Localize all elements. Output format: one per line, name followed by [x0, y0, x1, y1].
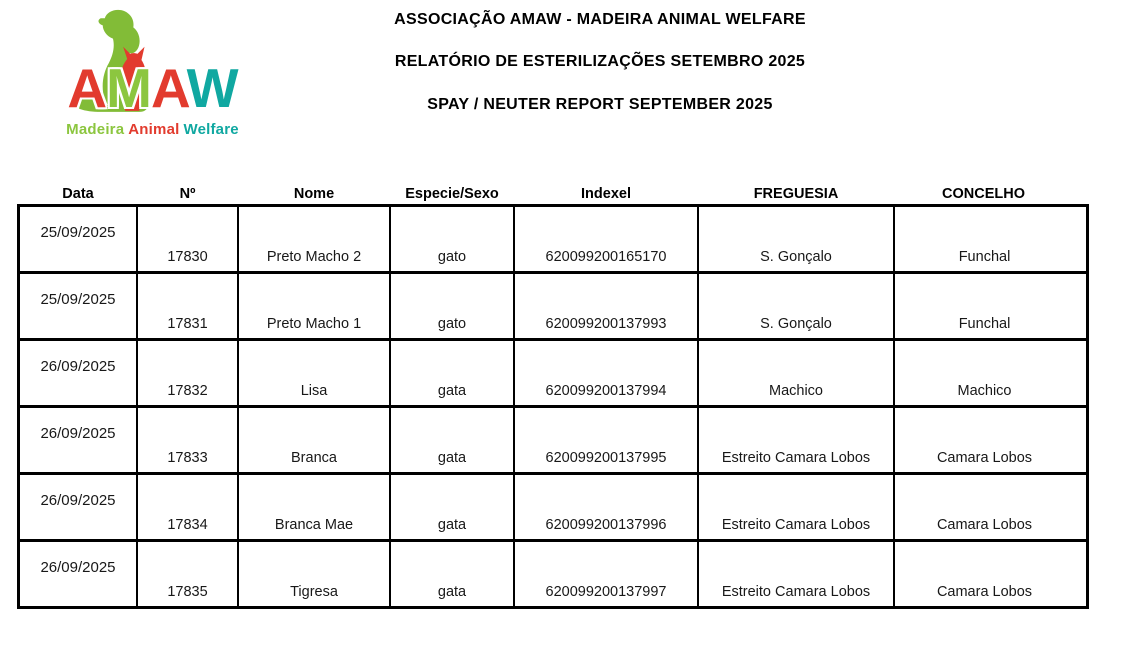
- table-row: [20, 341, 1086, 408]
- table-cell: Machico: [699, 341, 895, 405]
- table-cell: 26/09/2025: [20, 341, 138, 405]
- table-cell: gata: [391, 341, 515, 405]
- table-cell: Machico: [957, 383, 1012, 399]
- table-row: [20, 408, 1086, 475]
- table-cell: Preto Macho 2: [239, 207, 391, 271]
- logo-letter-1: M: [106, 57, 151, 119]
- report-title-pt: RELATÓRIO DE ESTERILIZAÇÕES SETEMBRO 2025: [394, 53, 806, 70]
- tagline-word-0: Madeira: [66, 121, 125, 138]
- table-cell: Funchal: [958, 316, 1011, 332]
- column-header-0: Data: [62, 186, 94, 202]
- table-cell: Camara Lobos: [936, 517, 1033, 533]
- table-cell: 26/09/2025: [20, 475, 138, 539]
- table-cell: Tigresa: [239, 542, 391, 606]
- report-title-en: SPAY / NEUTER REPORT SEPTEMBER 2025: [427, 96, 773, 113]
- table-cell: Estreito Camara Lobos: [699, 475, 895, 539]
- tagline-word-2: Welfare: [183, 121, 239, 138]
- table-cell: 26/09/2025: [20, 542, 138, 606]
- table-cell: Branca Mae: [239, 475, 391, 539]
- table-cell: 25/09/2025: [20, 207, 138, 271]
- logo-letter-0: A: [67, 57, 107, 119]
- table-cell: gato: [391, 274, 515, 338]
- table-cell: 620099200137996: [515, 475, 699, 539]
- column-header-5: FREGUESIA: [753, 186, 839, 202]
- table-cell: 25/09/2025: [20, 274, 138, 338]
- logo-tagline: [40, 121, 265, 138]
- table-cell: gata: [391, 475, 515, 539]
- column-header-1: Nº: [179, 186, 196, 202]
- table-row: [20, 542, 1086, 606]
- org-title: ASSOCIAÇÃO AMAW - MADEIRA ANIMAL WELFARE: [394, 11, 806, 28]
- table-cell: 17833: [138, 408, 239, 472]
- table-cell: 17832: [138, 341, 239, 405]
- sterilization-table: [17, 204, 1089, 609]
- table-cell: 17835: [138, 542, 239, 606]
- table-cell: 620099200137994: [515, 341, 699, 405]
- table-cell: 26/09/2025: [20, 408, 138, 472]
- table-cell: Branca: [239, 408, 391, 472]
- table-cell: Camara Lobos: [936, 584, 1033, 600]
- table-cell: 17830: [138, 207, 239, 271]
- table-cell: 620099200165170: [515, 207, 699, 271]
- table-cell: gata: [391, 408, 515, 472]
- table-cell: Lisa: [239, 341, 391, 405]
- table-cell: S. Gonçalo: [699, 274, 895, 338]
- table-cell: 17831: [138, 274, 239, 338]
- table-cell: Funchal: [958, 249, 1011, 265]
- tagline-word-1: Animal: [128, 121, 180, 138]
- table-cell: S. Gonçalo: [699, 207, 895, 271]
- column-header-4: Indexel: [581, 186, 631, 202]
- table-cell: gata: [391, 542, 515, 606]
- table-cell: Estreito Camara Lobos: [699, 408, 895, 472]
- logo-letter-3: W: [186, 57, 238, 119]
- column-header-2: Nome: [293, 186, 335, 202]
- column-header-6: CONCELHO: [942, 186, 1025, 202]
- table-cell: gato: [391, 207, 515, 271]
- table-cell: 17834: [138, 475, 239, 539]
- table-row: [20, 475, 1086, 542]
- table-cell: Estreito Camara Lobos: [699, 542, 895, 606]
- table-row: [20, 274, 1086, 341]
- table-cell: 620099200137993: [515, 274, 699, 338]
- table-header-row: [17, 180, 1089, 202]
- table-cell: Preto Macho 1: [239, 274, 391, 338]
- logo-letter-2: A: [150, 57, 187, 119]
- table-cell: 620099200137995: [515, 408, 699, 472]
- table-cell: 620099200137997: [515, 542, 699, 606]
- column-header-3: Especie/Sexo: [405, 186, 499, 202]
- table-cell: Camara Lobos: [936, 450, 1033, 466]
- table-row: [20, 207, 1086, 274]
